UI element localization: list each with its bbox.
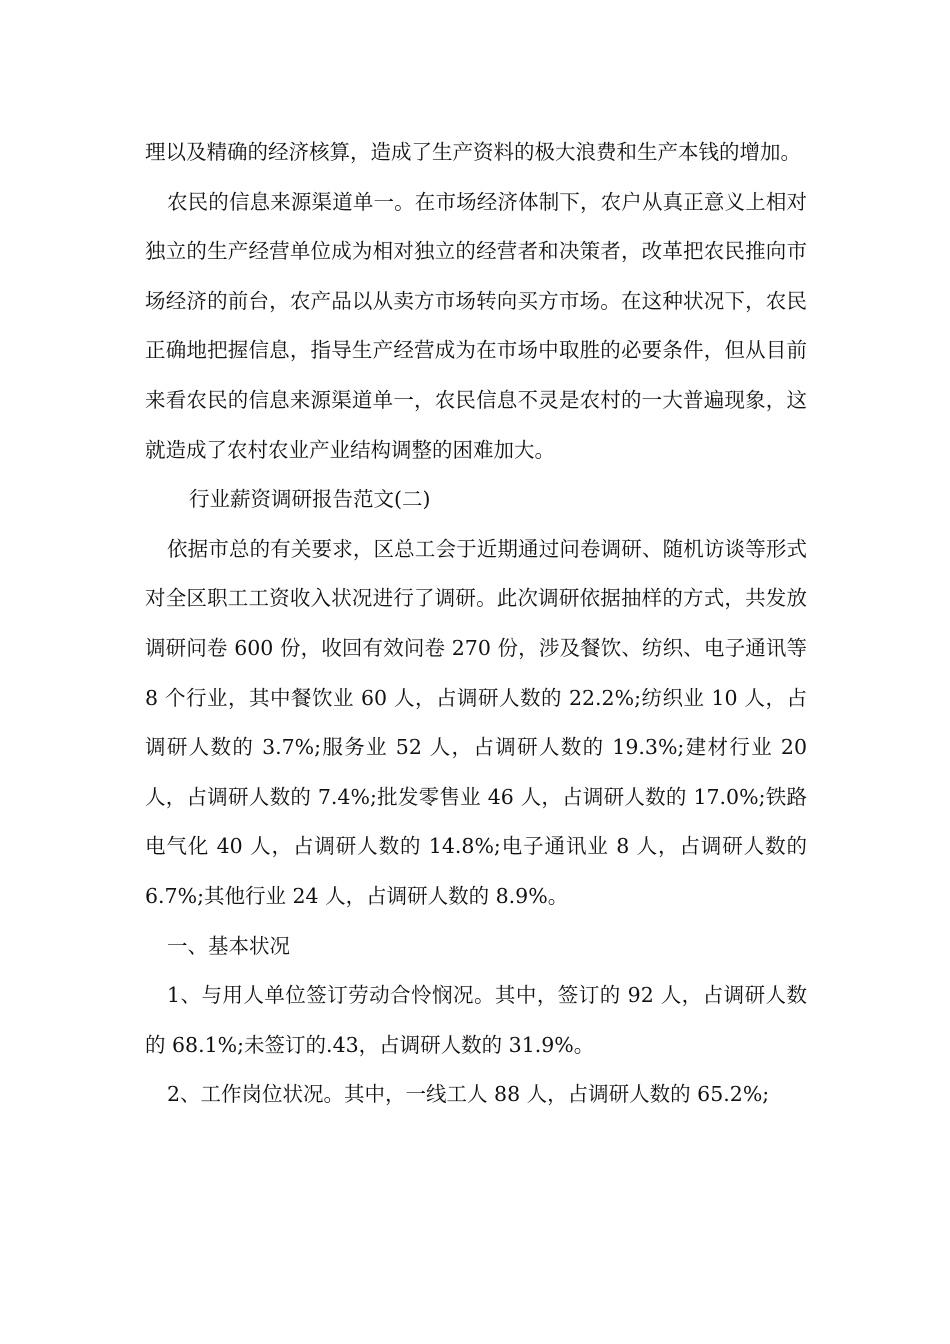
section-title: 行业薪资调研报告范文(二) (189, 487, 431, 512)
paragraph-job-position-status: 2、工作岗位状况。其中，一线工人 88 人，占调研人数的 65.2%; (167, 1082, 770, 1107)
document-body (145, 128, 807, 1120)
paragraph-continuation: 理以及精确的经济核算，造成了生产资料的极大浪费和生产本钱的增加。 (145, 140, 801, 164)
paragraph-farmer-info: 农民的信息来源渠道单一。在市场经济体制下，农户从真正意义上相对独立的生产经营单位成为相对独立的经营者和决策者，改革把农民推向市场经济的前台，农产品以从卖方市场转向买方市场。在这种状况下，农民正确地把握信息，指导生产经营成为在市场中取胜的必要条件，但从目前来看农民的信息来源渠道单一，农民信息不灵是农村的一大普遍现象，这就造成了农村农业产业结构调整的困难加大。 (145, 189, 807, 462)
paragraph-contract-status: 1、与用人单位签订劳动合怜悯况。其中，签订的 92 人，占调研人数的 68.1%;未签订的.43，占调研人数的 31.9%。 (145, 983, 807, 1057)
paragraph-survey-overview: 依据市总的有关要求，区总工会于近期通过问卷调研、随机访谈等形式对全区职工工资收入状况进行了调研。此次调研依据抽样的方式，共发放调研问卷 600 份，收回有效问卷 270 份，涉及餐饮、纺织、电子通讯等 8 个行业，其中餐饮业 60 人，占调研人数的 22.2%;纺织业 10 人，占调研人数的 3.7%;服务业 52 人，占调研人数的 19.3%;建材行业 20 人，占调研人数的 7.4%;批发零售业 46 人，占调研人数的 17.0%;铁路电气化 40 人，占调研人数的 14.8%;电子通讯业 8 人，占调研人数的 6.7%;其他行业 24 人，占调研人数的 8.9%。 (145, 536, 807, 908)
section-heading-basic-status: 一、基本状况 (167, 933, 290, 958)
